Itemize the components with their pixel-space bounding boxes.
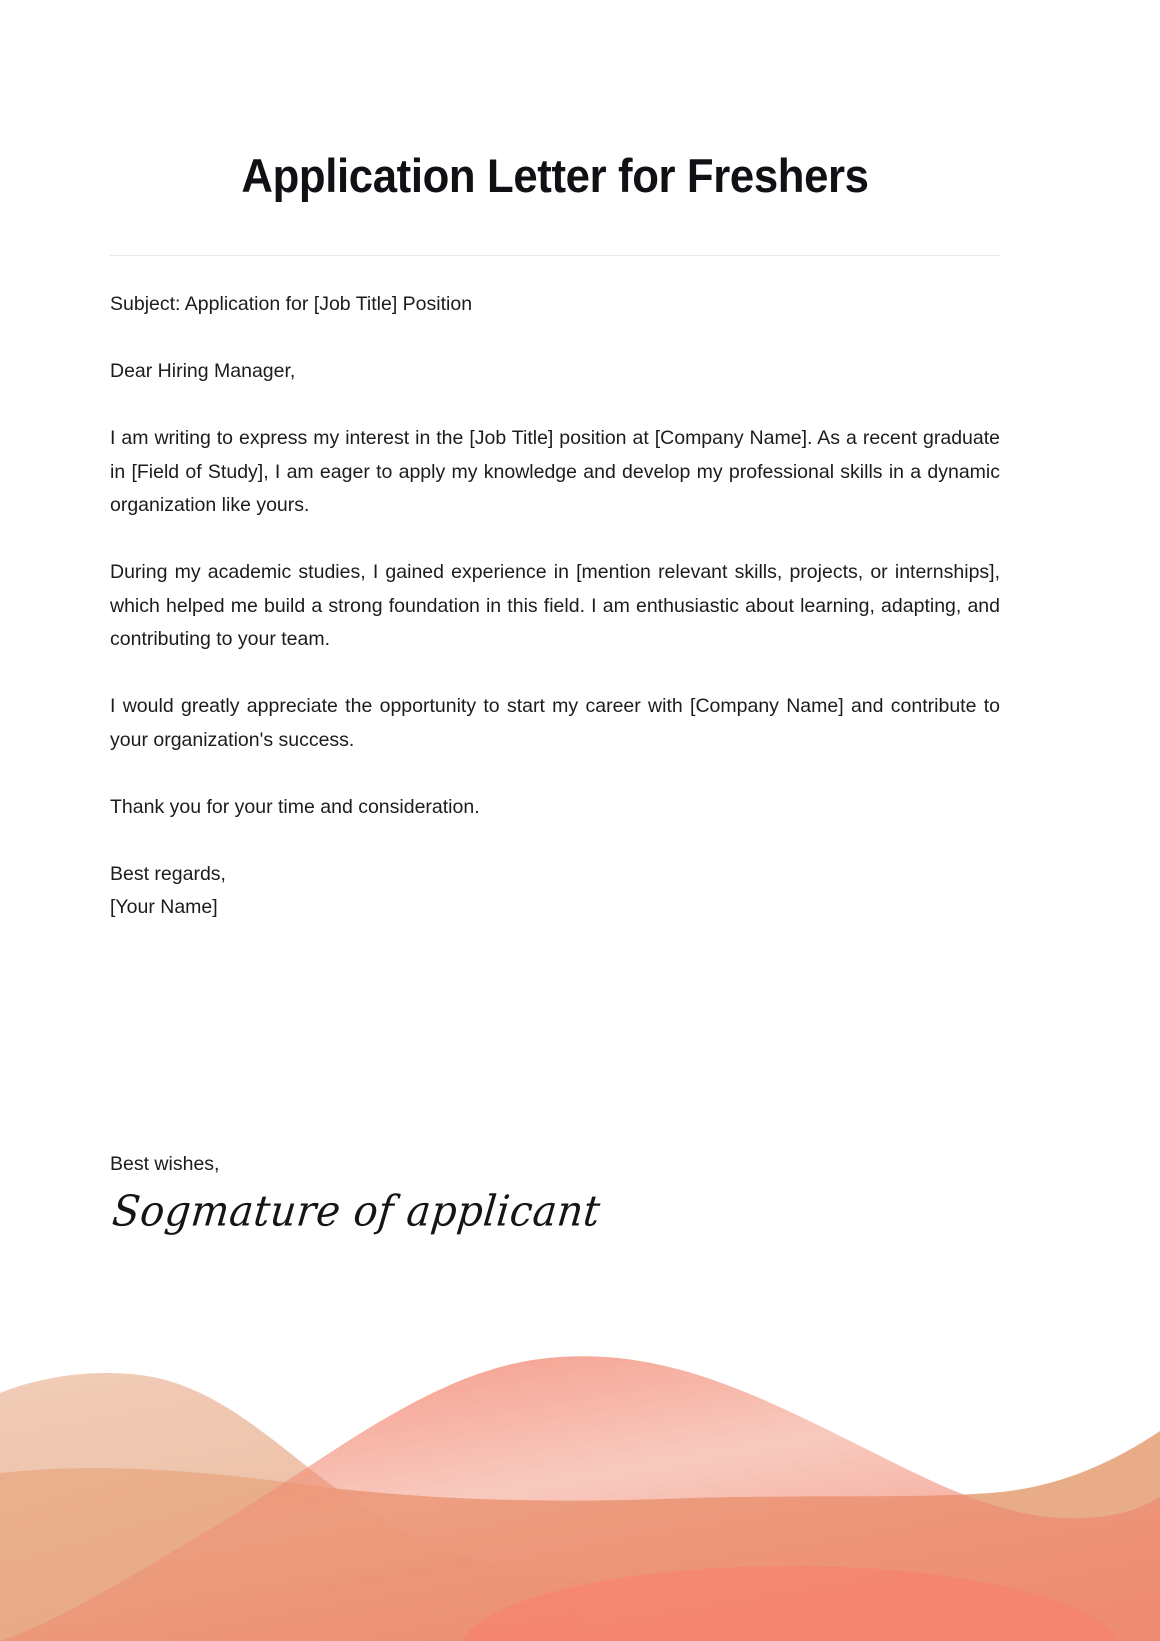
applicant-signature: Sogmature of applicant (110, 1187, 603, 1236)
spacer (110, 322, 1000, 356)
paragraph-closing-request: I would greatly appreciate the opportunity to start my career with [Company Name] and contribute to your organization's success. (110, 695, 1000, 751)
wave-overlap-highlight (460, 1566, 1120, 1641)
salutation: Dear Hiring Manager, (110, 360, 296, 382)
page-title: Application Letter for Freshers (241, 149, 869, 203)
spacer (110, 389, 1000, 423)
letter-body (110, 288, 1000, 925)
sign-off-line: Best wishes, (110, 1153, 220, 1175)
wave-layer-back (0, 1373, 580, 1641)
wave-layer-mid (0, 1431, 1160, 1641)
spacer (110, 824, 1000, 858)
sender-name: [Your Name] (110, 896, 218, 918)
spacer (110, 757, 1000, 791)
decorative-wave-footer (0, 1321, 1160, 1641)
thank-you-line: Thank you for your time and consideration. (110, 795, 480, 818)
spacer (110, 523, 1000, 557)
header-divider (110, 255, 1000, 256)
paragraph-intro: I am writing to express my interest in the [Job Title] position at [Company Name]. As a recent graduate in [Field of Study], I am eager to apply my knowledge and develop my professional skills in a dynamic organization like yours. (110, 427, 1000, 516)
closing-line: Best regards, (110, 862, 226, 885)
subject-line: Subject: Application for [Job Title] Position (110, 293, 473, 315)
wave-layer-front (0, 1356, 1160, 1641)
spacer (110, 657, 1000, 691)
paragraph-experience: During my academic studies, I gained experience in [mention relevant skills, projects, or internships], which helped me build a strong foundation in this field. I am enthusiastic about learning, adapting, and contributing to your team. (110, 561, 1000, 650)
